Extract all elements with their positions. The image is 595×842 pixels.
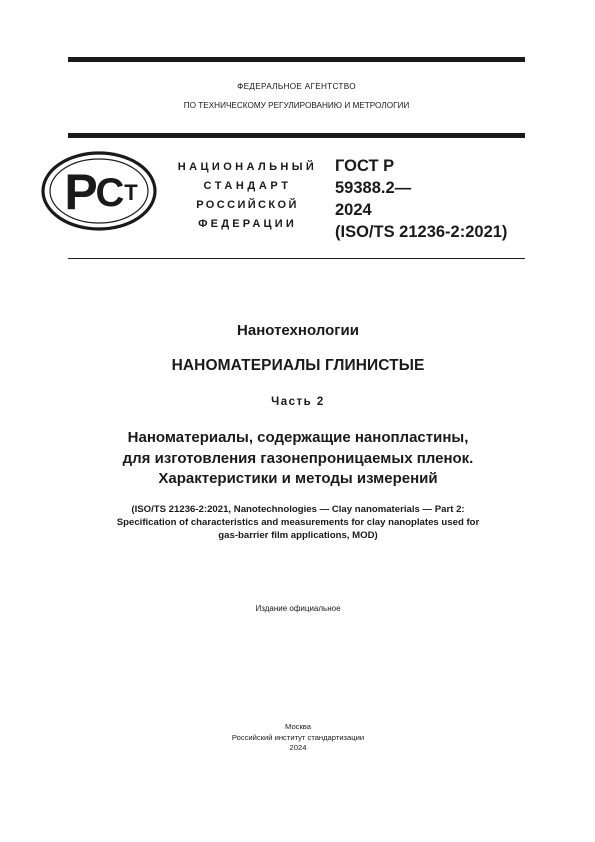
subtitle (48, 428, 548, 490)
iso-reference (48, 503, 548, 542)
header-rule (68, 133, 525, 138)
standard-designation (335, 155, 535, 243)
publisher-year: 2024 (289, 743, 307, 752)
designation-line-4: (ISO/TS 21236-2:2021) (335, 223, 508, 241)
header-bottom-rule (68, 258, 525, 259)
publisher-name: Российский институт стандартизации (231, 732, 365, 742)
iso-reference-line-1: (ISO/TS 21236-2:2021, Nanotechnologies — Clay nanomaterials — Part 2: (131, 504, 465, 515)
publisher-city: Москва (285, 722, 311, 731)
iso-reference-line-3: gas-barrier film applications, MOD) (218, 530, 378, 541)
rst-gost-emblem-icon (40, 150, 158, 232)
subtitle-line-3: Характеристики и методы измерений (158, 470, 438, 487)
topic-heading: Нанотехнологии (237, 322, 359, 339)
top-rule (68, 57, 525, 62)
designation-line-2: 59388.2— (335, 179, 412, 197)
edition-note: Издание официальное (255, 604, 341, 613)
part-label: Часть 2 (271, 396, 325, 408)
iso-reference-line-2: Specification of characteristics and measurements for clay nanoplates used for (116, 517, 480, 528)
subtitle-line-2: для изготовления газонепроницаемых пленок. (122, 449, 474, 467)
main-title: НАНОМАТЕРИАЛЫ ГЛИНИСТЫЕ (171, 357, 425, 374)
subtitle-line-1: Наноматериалы, содержащие нанопластины, (127, 429, 469, 446)
national-standard-label (170, 158, 325, 234)
national-standard-line-4: ФЕДЕРАЦИИ (198, 218, 297, 230)
designation-line-3: 2024 (335, 201, 372, 219)
designation-line-1: ГОСТ Р (335, 157, 395, 175)
agency-line-1: ФЕДЕРАЛЬНОЕ АГЕНТСТВО (237, 82, 356, 91)
agency-line-2: ПО ТЕХНИЧЕСКОМУ РЕГУЛИРОВАНИЮ И МЕТРОЛОГИИ (183, 101, 410, 110)
publisher-block (48, 722, 548, 754)
emblem-letter-r: Р (64, 164, 98, 220)
national-standard-line-3: РОССИЙСКОЙ (196, 199, 299, 211)
national-standard-line-1: НАЦИОНАЛЬНЫЙ (177, 161, 318, 173)
national-standard-line-2: СТАНДАРТ (203, 180, 292, 192)
emblem-letter-s: С (95, 171, 125, 215)
emblem-letter-t: Т (124, 180, 138, 205)
